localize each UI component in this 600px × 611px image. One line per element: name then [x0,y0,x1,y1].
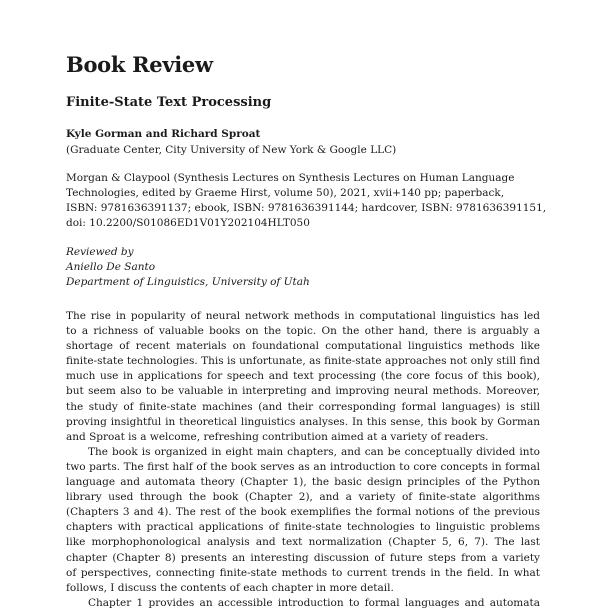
text-line: The rise in popularity of neural network methods in computational linguistics has led [66,310,540,322]
publication-line: ISBN: 9781636391137; ebook, ISBN: 9781636391144; hardcover, ISBN: 9781636391151, [66,202,547,214]
reviewer-name: Aniello De Santo [66,261,156,273]
text-line: the study of finite-state machines (and their corresponding formal languages) is still [66,400,540,413]
reviewed-by-label: Reviewed by [66,246,134,258]
book-authors: Kyle Gorman and Richard Sproat [66,128,261,140]
paragraph-2 [66,445,540,596]
publication-line: doi: 10.2200/S01086ED1V01Y202104HLT050 [66,217,310,229]
text-line: of perspectives, connecting finite-state methods to current trends in the field. In what [66,566,540,579]
text-line: but seem also to be valuable in interpreting and improving neural methods. Moreover, [66,385,540,398]
text-line: chapter (Chapter 8) presents an interesting discussion of future steps from a variety [66,551,540,564]
text-line: follows, I discuss the contents of each chapter in more detail. [66,581,394,594]
reviewer-department: Department of Linguistics, University of Utah [66,276,310,288]
text-line: to a richness of valuable books on the topic. On the other hand, there is arguably a [66,325,540,338]
text-line: The book is organized in eight main chapters, and can be conceptually divided into [88,445,540,458]
text-line: proving insightful in theoretical linguistics analyses. In this sense, this book by Gorman [66,415,540,428]
publication-info [66,171,547,231]
paragraph-3 [66,596,540,611]
reviewer-block [66,245,310,290]
text-line: shortage of recent materials on foundational computational linguistics methods like [66,340,540,353]
text-line: language and automata theory (Chapter 1), the basic design principles of the Python [66,476,540,489]
text-line: chapters with practical applications of finite-state technologies to linguistic problems [66,521,540,534]
page-title: Book Review [66,52,213,77]
paragraph-1 [66,309,540,445]
author-affiliation: (Graduate Center, City University of New York & Google LLC) [66,144,397,156]
text-line: like morphophonological analysis and text normalization (Chapter 5, 6, 7). The last [66,536,540,549]
review-body [66,309,540,611]
text-line: two parts. The first half of the book serves as an introduction to core concepts in formal [66,460,540,473]
text-line: (Chapters 3 and 4). The rest of the book exemplifies the formal notions of the previous [66,506,540,519]
book-title: Finite-State Text Processing [66,95,272,110]
publication-line: Technologies, edited by Graeme Hirst, volume 50), 2021, xvii+140 pp; paperback, [66,187,505,199]
text-line: library used through the book (Chapter 2), and a variety of finite-state algorithms [66,491,540,504]
publication-line: Morgan & Claypool (Synthesis Lectures on Synthesis Lectures on Human Language [66,172,515,184]
text-line: much use in applications for speech and text processing (the core focus of this book), [66,370,540,383]
text-line: Chapter 1 provides an accessible introduction to formal languages and automata [88,596,540,609]
text-line: and Sproat is a welcome, refreshing contribution aimed at a variety of readers. [66,430,489,443]
text-line: finite-state technologies. This is unfortunate, as finite-state approaches not only still find [66,355,540,368]
